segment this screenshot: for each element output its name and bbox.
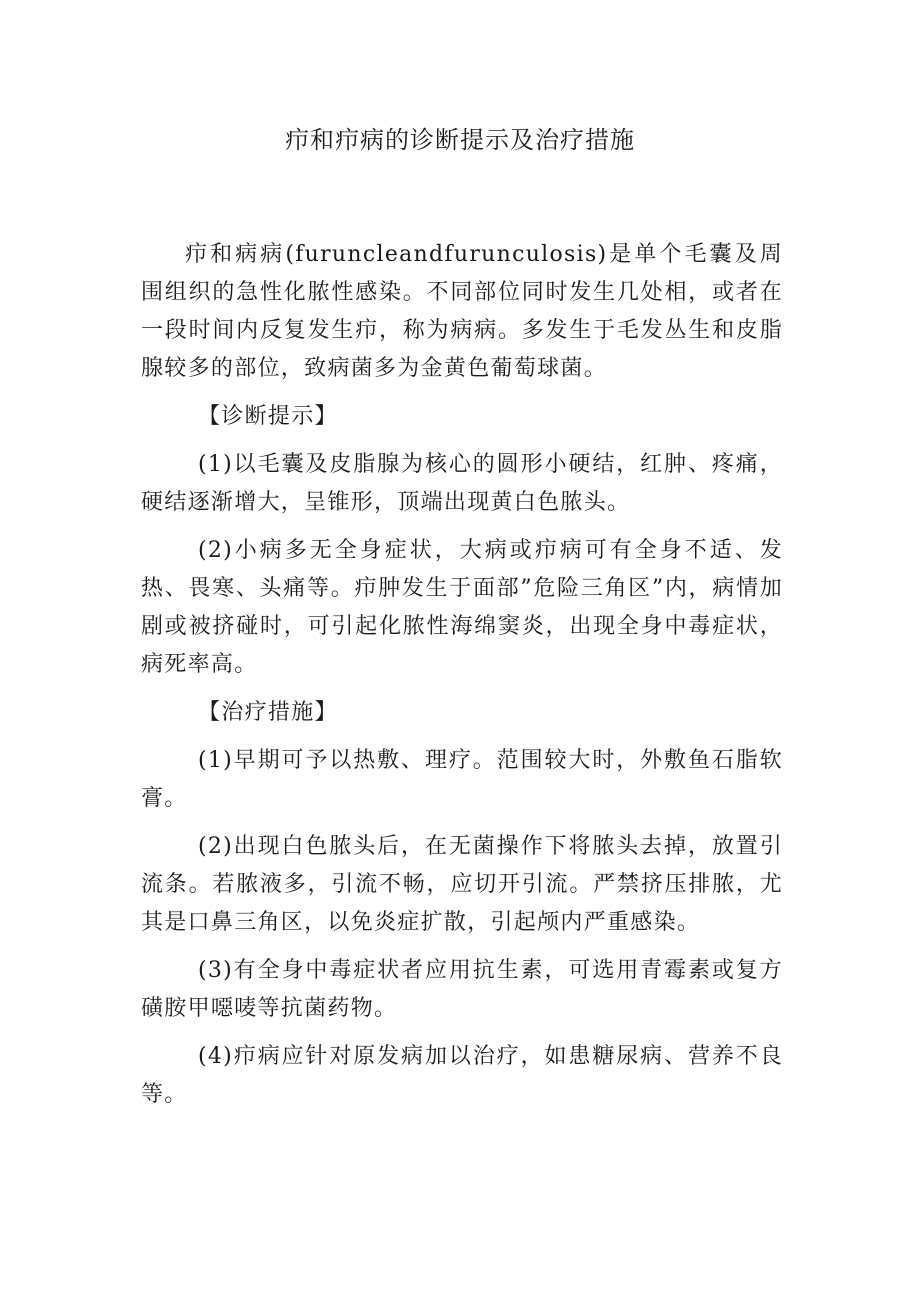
document-body (141, 236, 783, 1124)
diagnosis-item-1: (1)以毛囊及皮脂腺为核心的圆形小硬结，红肿、疼痛，硬结逐渐增大，呈锥形，顶端出现黄白色脓头。 (141, 452, 783, 515)
document-title: 疖和疖病的诊断提示及治疗措施 (285, 126, 635, 154)
treatment-item-1: (1)早期可予以热敷、理疗。范围较大时，外敷鱼石脂软膏。 (141, 748, 783, 811)
treatment-item-3: (3)有全身中毒症状者应用抗生素，可选用青霉素或复方磺胺甲噁唛等抗菌药物。 (141, 958, 783, 1021)
treatment-heading: 【治疗措施】 (198, 700, 338, 725)
intro-paragraph: 疖和病病(furuncleandfurunculosis)是单个毛囊及周围组织的急性化脓性感染。不同部位同时发生几处相，或者在一段时间内反复发生疖，称为病病。多发生于毛发丛生和皮脂腺较多的部位，致病菌多为金黄色葡萄球菌。 (141, 242, 783, 381)
treatment-item-4: (4)疖病应针对原发病加以治疗，如患糖尿病、营养不良等。 (141, 1044, 783, 1107)
diagnosis-heading: 【诊断提示】 (198, 404, 338, 429)
treatment-item-2: (2)出现白色脓头后，在无菌操作下将脓头去掉，放置引流条。若脓液多，引流不畅，应切开引流。严禁挤压排脓，尤其是口鼻三角区，以免炎症扩散，引起颅内严重感染。 (141, 834, 783, 935)
diagnosis-item-2: (2)小病多无全身症状，大病或疖病可有全身不适、发热、畏寒、头痛等。疖肿发生于面部”危险三角区”内，病情加剧或被挤碰时，可引起化脓性海绵窦炎，出现全身中毒症状，病死率高。 (141, 538, 783, 677)
